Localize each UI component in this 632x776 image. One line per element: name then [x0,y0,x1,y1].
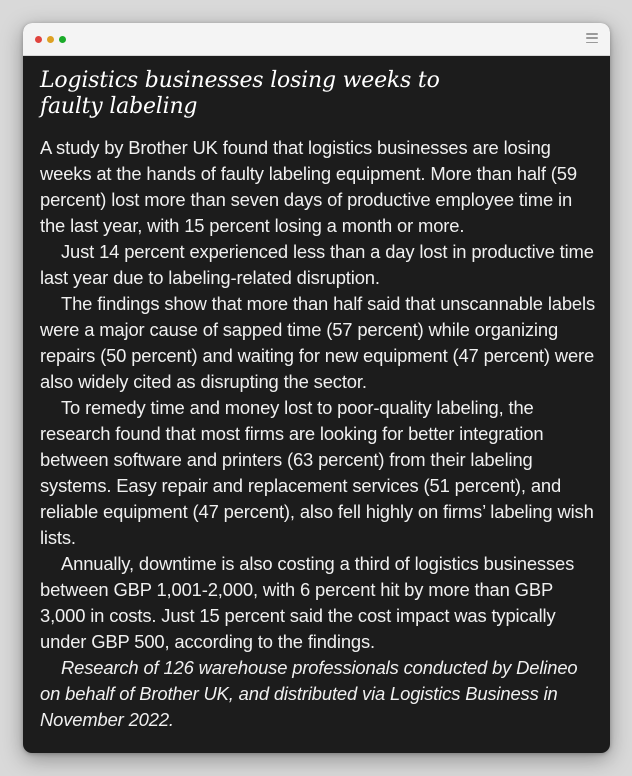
article-body [40,135,596,733]
browser-window [23,23,610,753]
menu-line [586,42,598,44]
paragraph-3: The findings show that more than half said that unscannable labels were a major cause of sapped time (57 percent) while organizing repairs (50 percent) and waiting for new equipment (47 percent) were also widely cited as disrupting the sector. [40,293,595,392]
article-content [23,56,610,733]
close-button[interactable] [35,36,42,43]
source-note: Research of 126 warehouse professionals conducted by Delineo on behalf of Brother UK, and distributed via Logistics Business in November 2022. [40,657,578,730]
window-titlebar [23,23,610,56]
window-controls [35,36,66,43]
maximize-button[interactable] [59,36,66,43]
menu-line [586,37,598,39]
paragraph-4: To remedy time and money lost to poor-quality labeling, the research found that most firms are looking for better integration between software and printers (63 percent) from their labeling systems. Easy repair and replacement services (51 percent), and reliable equipment (47 percent), also fell highly on firms’ labeling wish lists. [40,397,594,548]
minimize-button[interactable] [47,36,54,43]
paragraph-2: Just 14 percent experienced less than a day lost in productive time last year due to labeling-related disruption. [40,241,594,288]
headline-line-1: Logistics businesses losing weeks to [40,68,440,93]
menu-line [586,33,598,35]
headline-line-2: faulty labeling [40,94,198,119]
article-headline [40,68,460,120]
paragraph-5: Annually, downtime is also costing a third of logistics businesses between GBP 1,001-2,000, with 6 percent hit by more than GBP 3,000 in costs. Just 15 percent said the cost impact was typically under GBP 500, according to the findings. [40,553,575,652]
paragraph-1: A study by Brother UK found that logistics businesses are losing weeks at the hands of faulty labeling equipment. More than half (59 percent) lost more than seven days of productive employee time in the last year, with 15 percent losing a month or more. [40,137,577,236]
hamburger-menu-icon[interactable] [586,32,598,44]
